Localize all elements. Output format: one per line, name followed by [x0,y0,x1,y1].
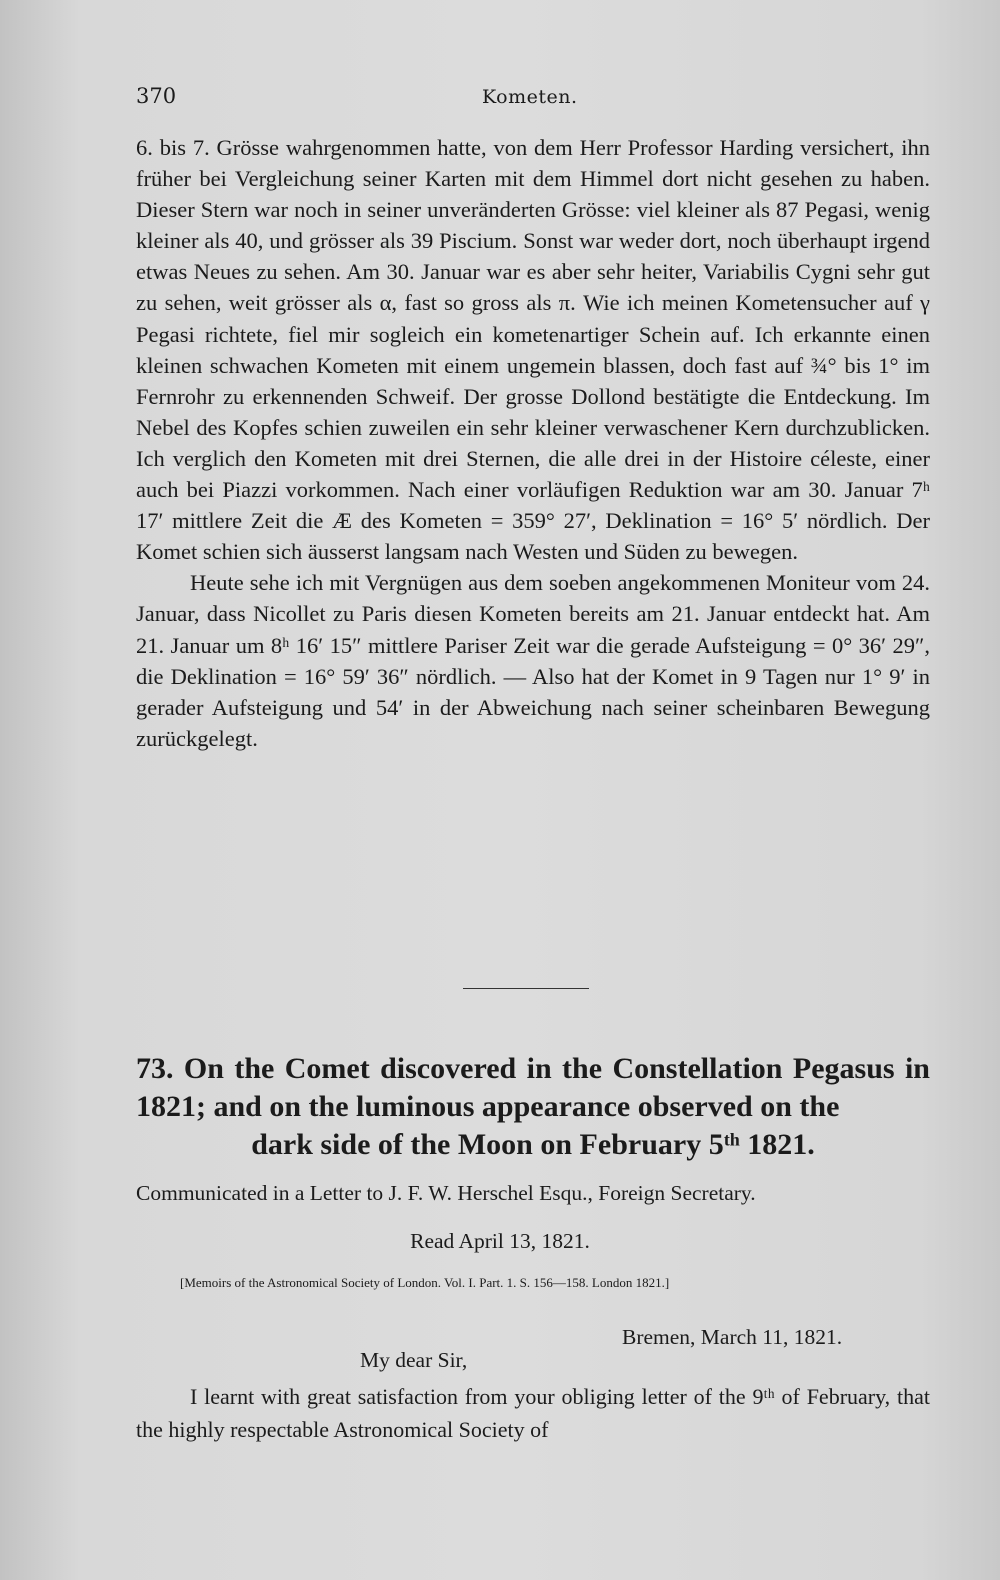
letter-body [136,1380,930,1446]
read-date: Read April 13, 1821. [410,1229,590,1253]
paragraph: Heute sehe ich mit Vergnügen aus dem soeben angekommenen Moniteur vom 24. Januar, dass Nicollet zu Paris diesen Kometen bereits am 21. Januar entdeckt hat. Am 21. Januar um 8ʰ 16′ 15″ mittlere Pariser Zeit war die gerade Aufsteigung = 0° 36′ 29″, die Deklination = 16° 59′ 36″ nördlich. — Also hat der Komet in 9 Tagen nur 1° 9′ in gerader Aufsteigung und 54′ in der Abweichung nach seiner scheinbaren Bewegung zurückgelegt. [136,570,930,751]
source-citation: [Memoirs of the Astronomical Society of London. Vol. I. Part. 1. S. 156—158. London 1821.] [180,1275,670,1290]
running-header: Kometen. [482,86,578,108]
section-heading [136,1050,930,1164]
section-divider [463,988,589,989]
paragraph: I learnt with great satisfaction from your obliging letter of the 9ᵗʰ of February, that the highly respectable Astronomical Society of [136,1384,930,1442]
body-text [136,132,930,754]
paragraph: 6. bis 7. Grösse wahrgenommen hatte, von dem Herr Professor Harding versichert, ihn früher bei Vergleichung seiner Karten mit dem Himmel dort nicht gesehen zu haben. Dieser Stern war noch in seiner unveränderten Grösse: viel kleiner als 87 Pegasi, wenig kleiner als 40, und grösser als 39 Piscium. Sonst war weder dort, noch überhaupt irgend etwas Neues zu sehen. Am 30. Januar war es aber sehr heiter, Variabilis Cygni sehr gut zu sehen, weit grösser als α, fast so gross als π. Wie ich meinen Kometensucher auf γ Pegasi richtete, fiel mir sogleich ein kometenartiger Schein auf. Ich erkannte einen kleinen schwachen Kometen mit einem ungemein blassen, doch fast auf ¾° bis 1° im Fernrohr zu erkennenden Schweif. Der grosse Dollond bestätigte die Entdeckung. Im Nebel des Kopfes schien zuweilen ein sehr kleiner verwaschener Kern durchzublicken. Ich verglich den Kometen mit drei Sternen, die alle drei in der Histoire céleste, einer auch bei Piazzi vorkommen. Nach einer vorläufigen Reduktion war am 30. Januar 7ʰ 17′ mittlere Zeit die Æ des Kometen = 359° 27′, Deklination = 16° 5′ nördlich. Der Komet schien sich äusserst langsam nach Westen und Süden zu bewegen. [136,135,930,565]
letter-place-date: Bremen, March 11, 1821. [622,1325,843,1349]
page-number: 370 [136,84,177,108]
communicated-line: Communicated in a Letter to J. F. W. Herschel Esqu., Foreign Secretary. [136,1181,756,1205]
section-heading-text: 73. On the Comet discovered in the Constellation Pegasus in 1821; and on the luminous appearance observed on the [136,1052,930,1123]
section-heading-last-line: dark side of the Moon on February 5ᵗʰ 1821. [251,1128,815,1161]
letter-salutation: My dear Sir, [360,1348,468,1372]
